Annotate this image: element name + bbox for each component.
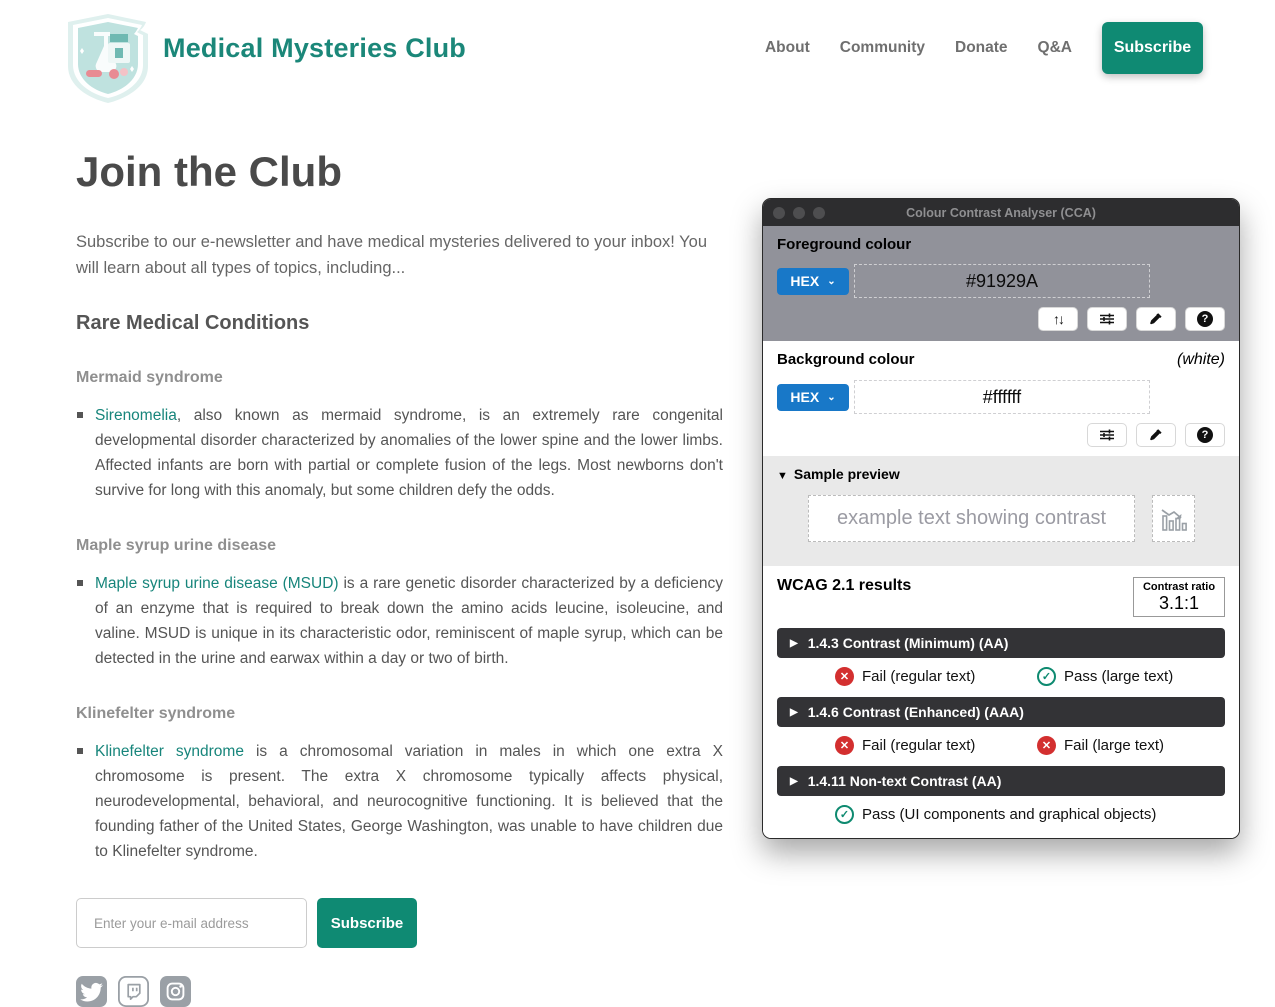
sample-preview-toggle[interactable] <box>777 456 1225 482</box>
condition-link-klinefelter[interactable]: Klinefelter syndrome <box>95 743 244 760</box>
sample-text-box[interactable]: example text showing contrast <box>808 495 1135 542</box>
fail-icon <box>1037 736 1056 755</box>
collapse-triangle-icon: ▼ <box>777 470 788 482</box>
criterion-name: 1.4.6 Contrast (Enhanced) (AAA) <box>807 704 1024 720</box>
eyedropper-button[interactable] <box>1136 307 1176 331</box>
fail-icon <box>835 736 854 755</box>
nav-donate[interactable]: Donate <box>955 39 1008 56</box>
criterion-143-results <box>777 667 1225 686</box>
condition-text: is a chromosomal variation in males in which one extra X chromosome is present. The extra X chromosome typically affects physical, neurodevelopmental, behavioral, and neurocognitive functioning. It is believed that the founding father of the United States, George Washington, was unable to have children due to Klinefelter syndrome. <box>95 743 723 860</box>
intro-paragraph: Subscribe to our e-newsletter and have medical mysteries delivered to your inbox! You will learn about all types of topics, including... <box>76 233 708 277</box>
main-content <box>76 148 723 1007</box>
subscribe-form <box>76 898 723 948</box>
check-result: ✕ Fail (regular text) <box>835 736 1037 755</box>
criterion-143-bar[interactable] <box>777 628 1225 658</box>
background-label: Background colour <box>777 351 915 368</box>
condition-link-msud[interactable]: Maple syrup urine disease (MSUD) <box>95 575 339 592</box>
foreground-format-select[interactable] <box>777 268 849 295</box>
criterion-name: 1.4.3 Contrast (Minimum) (AA) <box>807 635 1009 651</box>
criterion-146-results <box>777 736 1225 755</box>
eyedropper-button[interactable] <box>1136 423 1176 447</box>
chevron-down-icon: ⌄ <box>827 391 836 403</box>
nav-about[interactable]: About <box>764 39 810 56</box>
expand-triangle-icon: ▶ <box>790 706 798 718</box>
help-icon: ? <box>1197 311 1213 327</box>
format-value: HEX <box>790 273 820 289</box>
expand-triangle-icon: ▶ <box>790 775 798 787</box>
wcag-results-section <box>763 577 1239 838</box>
criterion-1411-results <box>777 805 1225 824</box>
contrast-ratio-value: 3.1:1 <box>1158 593 1200 613</box>
contrast-ratio-box <box>1133 577 1225 617</box>
nav-qa[interactable]: Q&A <box>1037 39 1072 56</box>
foreground-help-button[interactable] <box>1185 307 1225 331</box>
eyedropper-icon <box>1149 428 1163 442</box>
section-heading: Rare Medical Conditions <box>76 312 310 334</box>
sliders-icon <box>1099 428 1115 442</box>
expand-triangle-icon: ▶ <box>790 637 798 649</box>
twitch-icon[interactable] <box>118 976 149 1007</box>
email-input[interactable] <box>76 898 307 948</box>
condition-list <box>76 739 723 864</box>
graph-sample-button[interactable] <box>1152 495 1195 542</box>
condition-heading-mermaid: Mermaid syndrome <box>76 369 223 386</box>
check-result: ✓ Pass (large text) <box>1037 667 1173 686</box>
condition-text: is a rare genetic disorder characterized by a deficiency of an enzyme that is required to break down the amino acids leucine, isoleucine, and valine. MSUD is unique in its characteristic odor, reminiscent of maple syrup, which can be detected in the urine and earwax within a day or two of birth. <box>95 575 723 667</box>
background-colour-name: (white) <box>1176 351 1225 368</box>
check-result: ✕ Fail (large text) <box>1037 736 1164 755</box>
pass-icon <box>1037 667 1056 686</box>
colour-sliders-button[interactable] <box>1087 423 1127 447</box>
foreground-section <box>763 226 1239 341</box>
twitter-icon[interactable] <box>76 976 107 1007</box>
list-item <box>76 571 723 671</box>
criterion-146-bar[interactable] <box>777 697 1225 727</box>
help-icon: ? <box>1197 427 1213 443</box>
main-nav <box>765 22 1203 74</box>
eyedropper-icon <box>1149 312 1163 326</box>
chevron-down-icon: ⌄ <box>827 275 836 287</box>
list-item <box>76 739 723 864</box>
background-color-input[interactable] <box>854 380 1150 414</box>
condition-heading-klinefelter: Klinefelter syndrome <box>76 705 236 722</box>
header-subscribe-button[interactable]: Subscribe <box>1102 22 1203 74</box>
criterion-1411-bar[interactable] <box>777 766 1225 796</box>
window-title: Colour Contrast Analyser (CCA) <box>906 205 1096 220</box>
condition-list <box>76 403 723 503</box>
swap-colours-button[interactable] <box>1038 307 1078 331</box>
sliders-icon <box>1099 312 1115 326</box>
check-result: ✓ Pass (UI components and graphical objects) <box>835 805 1156 824</box>
condition-link-sirenomelia[interactable]: Sirenomelia <box>95 407 177 424</box>
contrast-ratio-label: Contrast ratio <box>1142 581 1216 593</box>
form-subscribe-button[interactable]: Subscribe <box>317 898 417 948</box>
condition-heading-msud: Maple syrup urine disease <box>76 537 277 554</box>
cca-window <box>762 198 1240 839</box>
page-title: Join the Club <box>76 148 342 195</box>
condition-text: , also known as mermaid syndrome, is an extremely rare congenital developmental disorder characterized by anomalies of the lower spine and the lower limbs. Affected infants are born with partial or complete fusion of the legs. Most newborns don't survive for long with this anomaly, but some children defy the odds. <box>95 407 723 499</box>
condition-list <box>76 571 723 671</box>
foreground-label: Foreground colour <box>777 236 912 253</box>
criterion-name: 1.4.11 Non-text Contrast (AA) <box>807 773 1002 789</box>
foreground-color-input[interactable] <box>854 264 1150 298</box>
background-help-button[interactable] <box>1185 423 1225 447</box>
background-section <box>763 341 1239 456</box>
cca-titlebar[interactable] <box>763 199 1239 226</box>
wcag-results-label: WCAG 2.1 results <box>777 577 912 594</box>
colour-sliders-button[interactable] <box>1087 307 1127 331</box>
check-result: ✕ Fail (regular text) <box>835 667 1037 686</box>
background-format-select[interactable] <box>777 384 849 411</box>
sample-preview-section <box>763 456 1239 566</box>
chart-down-icon <box>1160 506 1187 532</box>
site-title: Medical Mysteries Club <box>163 33 466 63</box>
fail-icon <box>835 667 854 686</box>
nav-community[interactable]: Community <box>839 39 925 56</box>
list-item <box>76 403 723 503</box>
swap-arrows-icon: ↑↓ <box>1053 311 1063 327</box>
pass-icon <box>835 805 854 824</box>
instagram-icon[interactable] <box>160 976 191 1007</box>
social-links <box>76 976 723 1007</box>
format-value: HEX <box>790 389 820 405</box>
sample-preview-label: Sample preview <box>793 466 900 482</box>
site-header <box>0 0 1275 112</box>
shield-medical-logo-icon <box>62 8 154 106</box>
